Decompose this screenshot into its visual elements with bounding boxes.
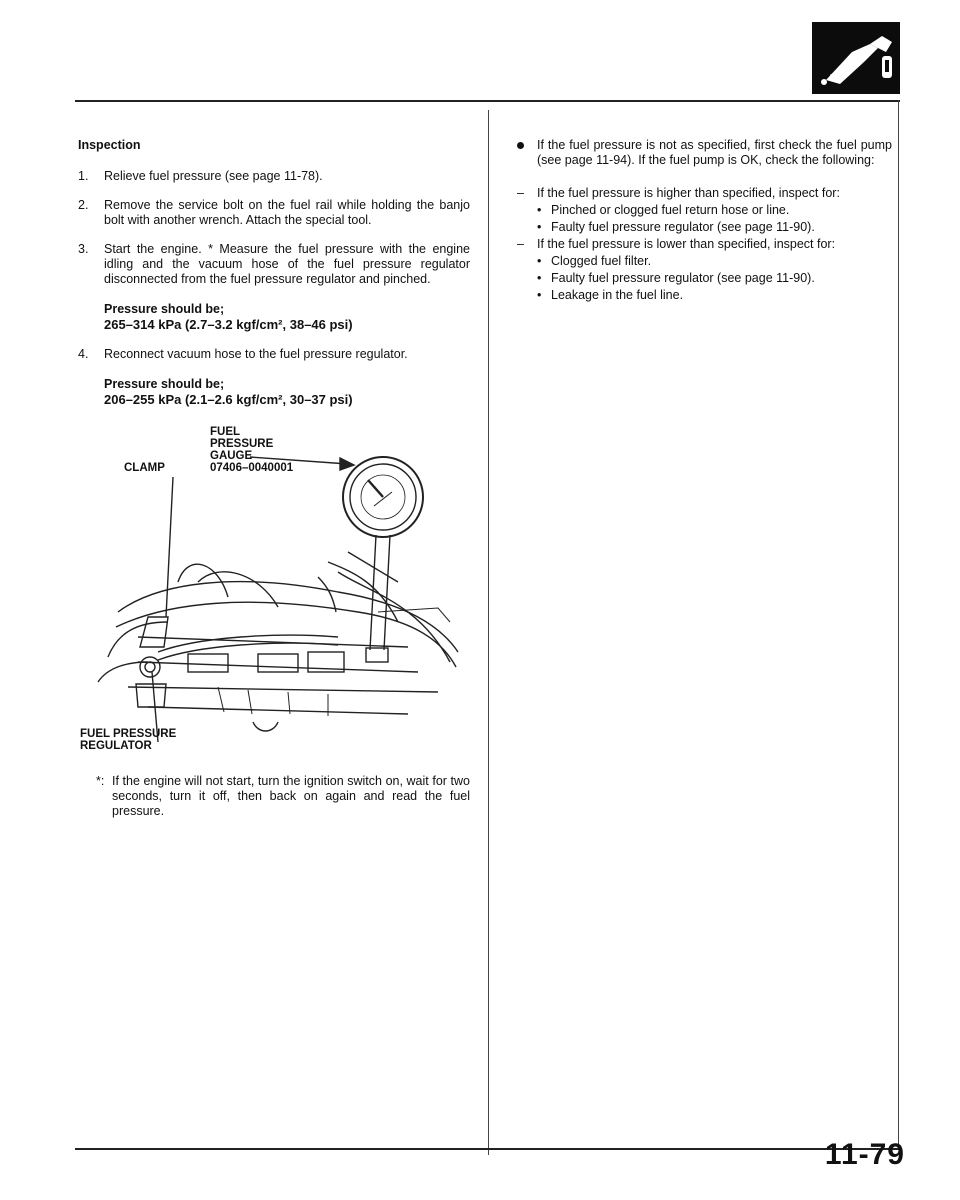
regulator-label: [80, 728, 176, 752]
step-text: Relieve fuel pressure (see page 11-78).: [104, 169, 323, 183]
step-number: 2.: [78, 198, 89, 212]
step-4: [78, 347, 470, 362]
page-number: 11-79: [824, 1138, 905, 1171]
fuel-pressure-gauge-illustration: [78, 422, 470, 752]
right-column: [517, 138, 892, 305]
intro-text: If the fuel pressure is not as specified, first check the fuel pump (see page 11-94). If the fuel pump is OK, check the following:: [537, 138, 892, 167]
pressure-higher-text: If the fuel pressure is higher than specified, inspect for:: [537, 186, 840, 200]
step-text: Remove the service bolt on the fuel rail while holding the banjo bolt with another wrench. Attach the special tool.: [104, 198, 470, 227]
step-number: 4.: [78, 347, 89, 361]
pressure-higher-item: [517, 186, 892, 201]
gauge-label-line: PRESSURE: [210, 438, 274, 450]
step-3: [78, 242, 470, 287]
column-divider: [488, 110, 489, 1155]
pressure-spec-connected: [78, 376, 470, 408]
list-item: • Leakage in the fuel line.: [537, 288, 892, 303]
section-logo: [812, 22, 900, 94]
gauge-part-number: 07406–0040001: [210, 462, 294, 474]
footnote-mark: *:: [96, 774, 105, 788]
footnote: [78, 774, 470, 819]
list-item: • Clogged fuel filter.: [537, 254, 892, 269]
list-item: • Faulty fuel pressure regulator (see page 11-90).: [537, 271, 892, 286]
regulator-label-line: FUEL PRESSURE: [80, 728, 177, 740]
pressure-higher-list: [517, 203, 892, 235]
regulator-label-line: REGULATOR: [80, 740, 152, 752]
troubleshooting-intro: [517, 138, 892, 168]
spec-label: Pressure should be;: [104, 302, 225, 316]
gauge-label-line: FUEL: [210, 426, 241, 438]
list-item: • Faulty fuel pressure regulator (see page 11-90).: [537, 220, 892, 235]
step-number: 1.: [78, 169, 89, 183]
spec-label: Pressure should be;: [104, 377, 225, 391]
spec-value: 265–314 kPa (2.7–3.2 kgf/cm², 38–46 psi): [104, 317, 353, 332]
bottom-rule: [75, 1148, 900, 1150]
pressure-lower-text: If the fuel pressure is lower than specified, inspect for:: [537, 237, 836, 251]
step-text: Reconnect vacuum hose to the fuel pressure regulator.: [104, 347, 408, 361]
pressure-lower-list: [517, 254, 892, 303]
fuel-nozzle-icon: [812, 22, 900, 94]
gauge-label-line: GAUGE: [210, 450, 253, 462]
dash-mark: –: [517, 186, 524, 200]
step-text: Start the engine. * Measure the fuel pressure with the engine idling and the vacuum hose of the fuel pressure regulator disconnected from the fuel pressure regulator and pinched.: [104, 242, 470, 286]
step-2: [78, 198, 470, 228]
step-1: [78, 169, 470, 184]
right-border: [898, 100, 899, 1150]
pressure-spec-disconnected: [78, 301, 470, 333]
bullet-dot: [517, 142, 524, 149]
step-number: 3.: [78, 242, 89, 256]
footnote-text: If the engine will not start, turn the ignition switch on, wait for two seconds, turn it off, then back on again and read the fuel pressure.: [112, 774, 470, 818]
pressure-lower-item: [517, 237, 892, 252]
gauge-label: [210, 426, 293, 474]
clamp-label: CLAMP: [124, 462, 165, 474]
left-column: [78, 138, 470, 819]
top-rule: [75, 100, 900, 102]
spec-value: 206–255 kPa (2.1–2.6 kgf/cm², 30–37 psi): [104, 392, 353, 407]
list-item: • Pinched or clogged fuel return hose or line.: [537, 203, 892, 218]
section-title: Inspection: [78, 138, 141, 152]
dash-mark: –: [517, 237, 524, 251]
